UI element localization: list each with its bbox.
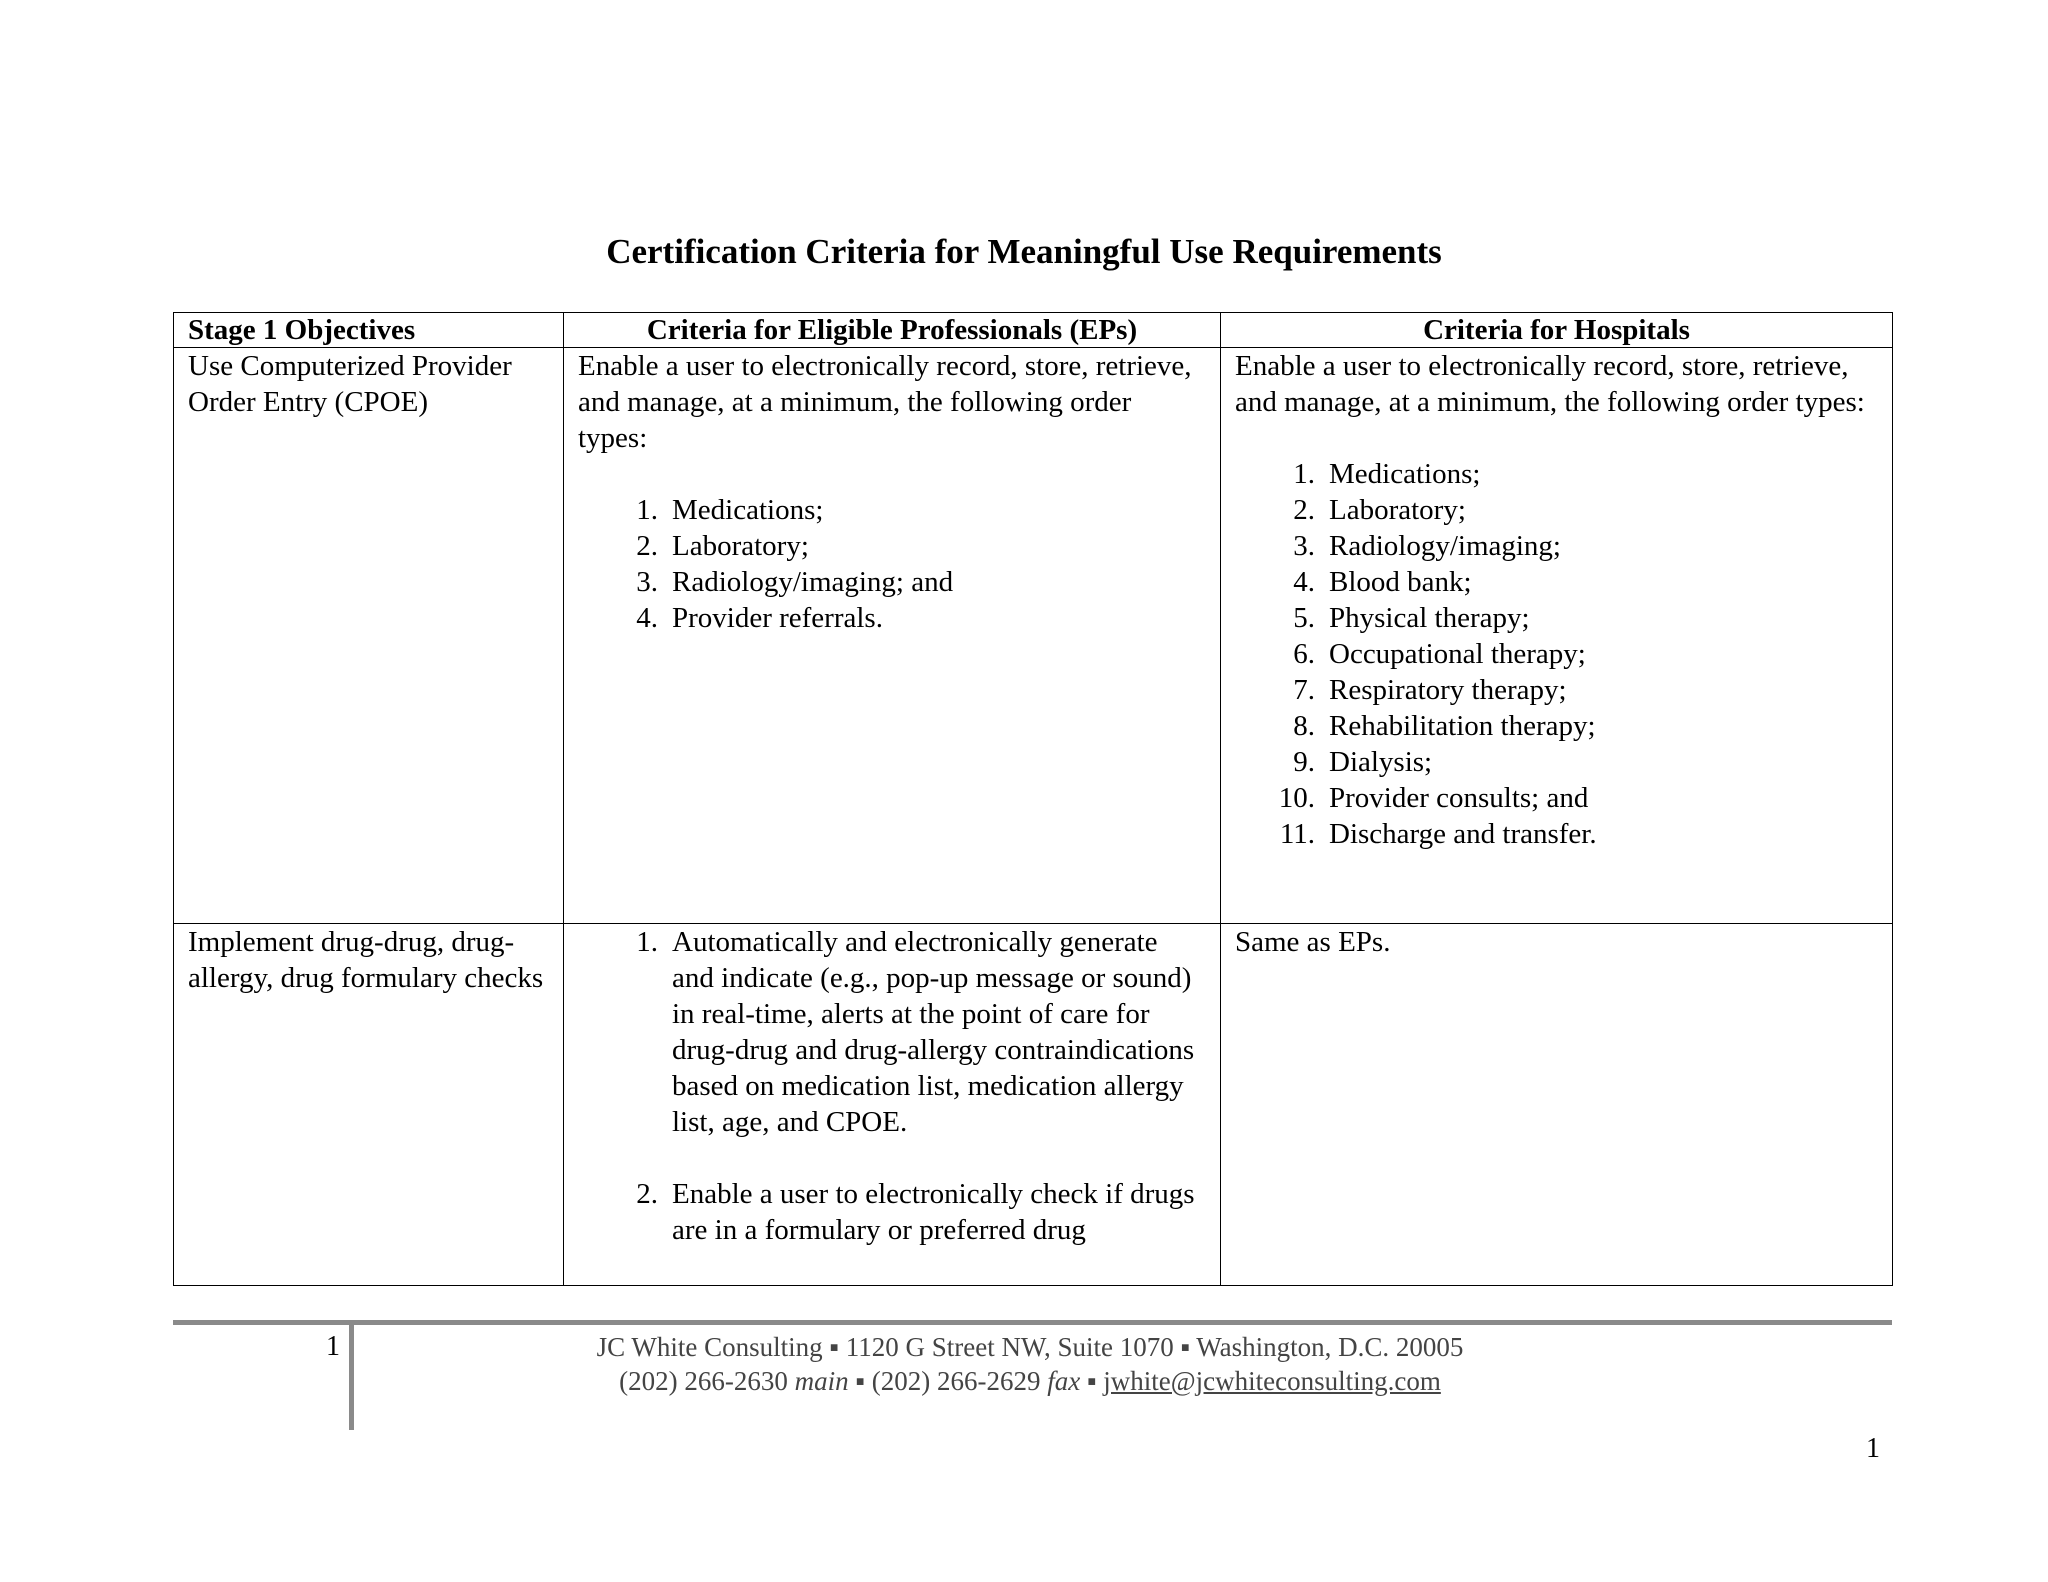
city-address: Washington, D.C. 20005 — [1196, 1332, 1464, 1362]
hospital-order-types-list — [1235, 456, 1878, 852]
page-number: 1 — [1866, 1433, 1880, 1464]
street-address: 1120 G Street NW, Suite 1070 — [845, 1332, 1174, 1362]
separator-icon: ▪ — [855, 1366, 865, 1396]
list-item: 1. Automatically and electronically generate and indicate (e.g., pop-up message or sound) in real-time, alerts at the point of care for drug-drug and drug-allergy contraindications based on medication list, medication allergy list, age, and CPOE. — [636, 926, 1195, 1138]
table-row-cpoe — [174, 348, 1893, 924]
footer-contact — [360, 1330, 1700, 1398]
hospital-same-as-text: Same as EPs. — [1235, 926, 1391, 958]
phone-main-label: main — [794, 1366, 849, 1396]
list-item: 1. Medications; — [636, 494, 824, 526]
list-item: 4. Provider referrals. — [636, 602, 883, 634]
header-ep-criteria: Criteria for Eligible Professionals (EPs) — [564, 313, 1221, 348]
list-item: 8. Rehabilitation therapy; — [1293, 710, 1596, 742]
footer-address-line — [360, 1330, 1700, 1364]
document-title: Certification Criteria for Meaningful Use Requirements — [606, 232, 1442, 271]
ep-intro-text: Enable a user to electronically record, store, retrieve, and manage, at a minimum, the following order types: — [578, 350, 1192, 454]
header-hospital-criteria: Criteria for Hospitals — [1221, 313, 1893, 348]
cell-hospital-cpoe — [1221, 348, 1893, 924]
list-item: 2. Enable a user to electronically check if drugs are in a formulary or preferred drug — [636, 1178, 1195, 1246]
list-item: 2. Laboratory; — [1293, 494, 1466, 526]
cell-objective-drug-checks — [174, 924, 564, 1286]
list-item: 5. Physical therapy; — [1293, 602, 1530, 634]
footer-phone-line — [360, 1364, 1700, 1398]
list-item: 7. Respiratory therapy; — [1293, 674, 1567, 706]
objective-text: Implement drug-drug, drug-allergy, drug formulary checks — [188, 926, 544, 994]
header-objectives: Stage 1 Objectives — [174, 313, 564, 348]
separator-icon: ▪ — [829, 1332, 839, 1362]
cell-ep-cpoe — [564, 348, 1221, 924]
footer-horizontal-rule — [173, 1320, 1892, 1325]
list-item: 10. Provider consults; and — [1278, 782, 1589, 814]
list-item: 2. Laboratory; — [636, 530, 809, 562]
objective-text: Use Computerized Provider Order Entry (CPOE) — [188, 350, 512, 418]
list-item: 4. Blood bank; — [1293, 566, 1472, 598]
footer-vertical-rule — [349, 1325, 354, 1430]
cell-ep-drug-checks — [564, 924, 1221, 1286]
email-link[interactable]: jwhite@jcwhiteconsulting.com — [1103, 1366, 1441, 1396]
list-item: 3. Radiology/imaging; — [1293, 530, 1561, 562]
ep-drug-checks-list — [578, 924, 1206, 1248]
company-name: JC White Consulting — [596, 1332, 823, 1362]
list-item: 1. Medications; — [1293, 458, 1481, 490]
phone-fax-label: fax — [1047, 1366, 1081, 1396]
hospital-intro-text: Enable a user to electronically record, store, retrieve, and manage, at a minimum, the following order types: — [1235, 350, 1865, 418]
list-item: 11. Discharge and transfer. — [1279, 818, 1597, 850]
phone-main: (202) 266-2630 — [619, 1366, 788, 1396]
phone-fax: (202) 266-2629 — [871, 1366, 1041, 1396]
footer-page-number: 1 — [326, 1331, 340, 1362]
table-header-row — [174, 313, 1893, 348]
criteria-table — [173, 312, 1893, 1286]
cell-objective-cpoe — [174, 348, 564, 924]
list-item: 9. Dialysis; — [1293, 746, 1433, 778]
list-item: 3. Radiology/imaging; and — [636, 566, 954, 598]
separator-icon: ▪ — [1086, 1366, 1097, 1396]
ep-order-types-list — [578, 492, 1206, 636]
cell-hospital-drug-checks — [1221, 924, 1893, 1286]
table-row-drug-checks — [174, 924, 1893, 1286]
list-item: 6. Occupational therapy; — [1293, 638, 1586, 670]
separator-icon: ▪ — [1180, 1332, 1191, 1362]
